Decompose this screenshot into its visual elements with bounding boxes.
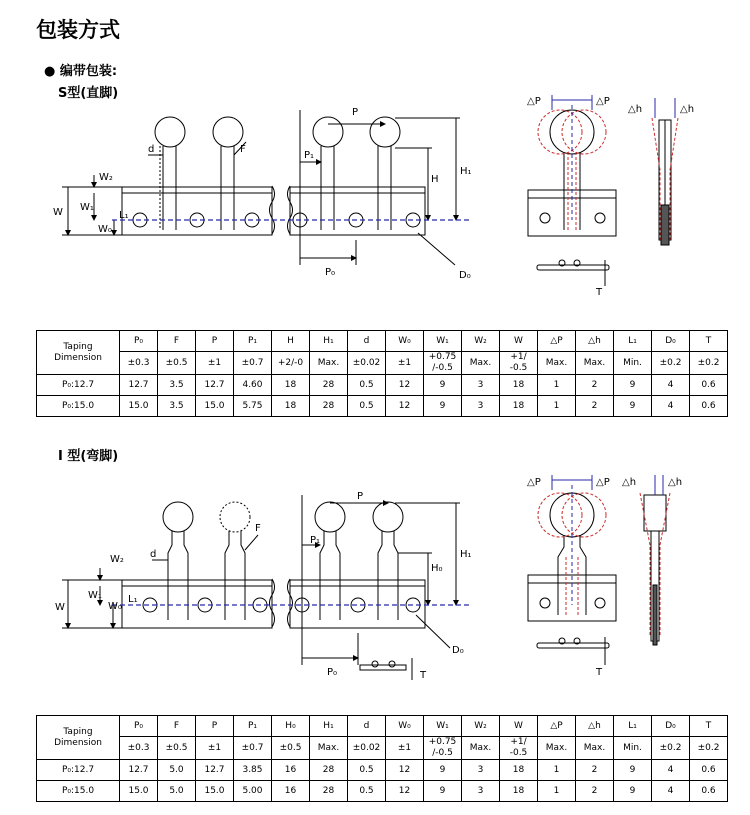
s-cell: 28 (310, 375, 348, 396)
i-tol: Max. (576, 737, 614, 760)
s-cell: 0.5 (348, 375, 386, 396)
i-tol: ±1 (196, 737, 234, 760)
s-label-h: H (431, 174, 439, 185)
s-label-w2: W₂ (99, 172, 113, 183)
s-cell: 12 (386, 375, 424, 396)
i-col: H₀ (272, 716, 310, 737)
s-tol: +1/ -0.5 (500, 352, 538, 375)
s-tol: Max. (538, 352, 576, 375)
s-cell: 3.5 (158, 396, 196, 417)
i-cell: 0.6 (690, 760, 728, 781)
s-col: W (500, 331, 538, 352)
s-cell: 12 (386, 396, 424, 417)
s-label-l1: L₁ (119, 210, 129, 221)
i-cell: 0.5 (348, 760, 386, 781)
s-table-header-cell (37, 331, 120, 375)
i-col: W₁ (424, 716, 462, 737)
i-cell: 5.0 (158, 760, 196, 781)
s-cell: 18 (500, 396, 538, 417)
i-cell: 5.0 (158, 781, 196, 802)
i-cell: 3 (462, 781, 500, 802)
s-label-p1: P₁ (304, 150, 315, 161)
s-col: H (272, 331, 310, 352)
i-cell: 16 (272, 760, 310, 781)
i-cell: 18 (500, 781, 538, 802)
packing-label: 编带包装: (59, 64, 118, 79)
i-row-label: P₀:12.7 (37, 760, 120, 781)
i-table-header-cell (37, 716, 120, 760)
i-label-d: d (150, 549, 157, 560)
i-tol: ±0.3 (120, 737, 158, 760)
i-col: P₀ (120, 716, 158, 737)
s-col: D₀ (652, 331, 690, 352)
s-type-label: S型(直脚) (58, 86, 119, 101)
i-type-table (36, 715, 728, 802)
s-cell: 0.6 (690, 375, 728, 396)
i-cell: 12.7 (120, 760, 158, 781)
packing-heading (44, 60, 117, 79)
i-tol: ±0.2 (690, 737, 728, 760)
s-cell: 15.0 (196, 396, 234, 417)
i-label-h1: H₁ (460, 549, 472, 560)
i-cell: 3 (462, 760, 500, 781)
i-tol: ±0.5 (272, 737, 310, 760)
i-tol: ±0.2 (652, 737, 690, 760)
i-cell: 15.0 (196, 781, 234, 802)
i-cell: 0.5 (348, 781, 386, 802)
s-col: △h (576, 331, 614, 352)
s-col: P (196, 331, 234, 352)
s-label-p: P (352, 107, 359, 118)
s-row-label: P₀:12.7 (37, 375, 120, 396)
i-tol: ±0.5 (158, 737, 196, 760)
s-col: T (690, 331, 728, 352)
i-cell: 18 (500, 760, 538, 781)
i-label-d0: D₀ (452, 645, 464, 656)
s-type-diagram (0, 90, 750, 298)
s-cell: 9 (614, 375, 652, 396)
s-cell: 18 (272, 375, 310, 396)
i-col: P (196, 716, 234, 737)
i-label-w1: W₁ (88, 590, 102, 601)
s-col: d (348, 331, 386, 352)
i-col: △h (576, 716, 614, 737)
i-tol: +1/ -0.5 (500, 737, 538, 760)
s-tol: +2/-0 (272, 352, 310, 375)
s-cell: 4.60 (234, 375, 272, 396)
i-cell: 5.00 (234, 781, 272, 802)
s-tol: ±0.02 (348, 352, 386, 375)
i-tol: ±0.7 (234, 737, 272, 760)
s-tol: ±0.5 (158, 352, 196, 375)
i-row-label: P₀:15.0 (37, 781, 120, 802)
i-table-header2: Dimension (54, 737, 102, 748)
s-col: F (158, 331, 196, 352)
s-cell: 0.6 (690, 396, 728, 417)
s-label-dh-left: △h (628, 104, 643, 115)
s-cell: 1 (538, 396, 576, 417)
i-col: W₀ (386, 716, 424, 737)
i-cell: 9 (424, 781, 462, 802)
i-label-dp-right: △P (596, 477, 610, 488)
i-col: L₁ (614, 716, 652, 737)
i-cell: 4 (652, 781, 690, 802)
i-cell: 9 (424, 760, 462, 781)
s-label-w0: W₀ (98, 224, 112, 235)
i-cell: 12 (386, 781, 424, 802)
i-cell: 28 (310, 781, 348, 802)
i-label-dh-left: △h (622, 477, 637, 488)
s-cell: 1 (538, 375, 576, 396)
i-col: △P (538, 716, 576, 737)
s-label-f: F (240, 144, 246, 155)
i-cell: 28 (310, 760, 348, 781)
i-cell: 12 (386, 760, 424, 781)
i-col: T (690, 716, 728, 737)
i-tol: ±1 (386, 737, 424, 760)
s-label-dp-left: △P (527, 96, 541, 107)
i-cell: 1 (538, 781, 576, 802)
i-table-header: Taping (63, 726, 93, 737)
i-cell: 1 (538, 760, 576, 781)
s-label-p0: P₀ (325, 267, 336, 278)
i-label-w0: W₀ (108, 601, 122, 612)
s-cell: 5.75 (234, 396, 272, 417)
s-tol: ±1 (386, 352, 424, 375)
s-table-header: Taping (63, 341, 93, 352)
s-cell: 18 (272, 396, 310, 417)
s-label-h1: H₁ (460, 166, 472, 177)
s-col: W₂ (462, 331, 500, 352)
s-label-w1: W₁ (80, 202, 94, 213)
s-tol: Max. (462, 352, 500, 375)
i-cell: 3.85 (234, 760, 272, 781)
s-tol: ±1 (196, 352, 234, 375)
s-label-d: d (148, 144, 155, 155)
i-tol: +0.75 /-0.5 (424, 737, 462, 760)
page-title: 包装方式 (36, 18, 120, 42)
s-label-dp-right: △P (596, 96, 610, 107)
i-type-label: I 型(弯脚) (58, 449, 119, 464)
s-col: △P (538, 331, 576, 352)
s-col: H₁ (310, 331, 348, 352)
i-cell: 4 (652, 760, 690, 781)
i-tol: Max. (462, 737, 500, 760)
s-cell: 2 (576, 396, 614, 417)
i-cell: 0.6 (690, 781, 728, 802)
i-label-dh-right: △h (668, 477, 683, 488)
i-label-h0: H₀ (431, 563, 443, 574)
s-col: P₁ (234, 331, 272, 352)
s-row-label: P₀:15.0 (37, 396, 120, 417)
i-col: d (348, 716, 386, 737)
s-type-table (36, 330, 728, 417)
i-tol: Max. (538, 737, 576, 760)
s-cell: 12.7 (120, 375, 158, 396)
i-tol: Min. (614, 737, 652, 760)
i-col: D₀ (652, 716, 690, 737)
s-tol: Max. (576, 352, 614, 375)
s-cell: 15.0 (120, 396, 158, 417)
s-cell: 9 (424, 375, 462, 396)
s-col: L₁ (614, 331, 652, 352)
i-label-f: F (255, 523, 261, 534)
i-col: H₁ (310, 716, 348, 737)
s-cell: 3.5 (158, 375, 196, 396)
s-col: P₀ (120, 331, 158, 352)
i-label-t: T (420, 670, 427, 681)
s-cell: 3 (462, 396, 500, 417)
s-cell: 0.5 (348, 396, 386, 417)
i-label-w: W (55, 602, 65, 613)
i-cell: 15.0 (120, 781, 158, 802)
i-col: P₁ (234, 716, 272, 737)
bullet-icon: ● (44, 64, 56, 79)
s-tol: ±0.7 (234, 352, 272, 375)
s-cell: 3 (462, 375, 500, 396)
s-cell: 9 (614, 396, 652, 417)
s-label-d0: D₀ (459, 270, 471, 281)
s-tol: Min. (614, 352, 652, 375)
s-cell: 18 (500, 375, 538, 396)
s-cell: 4 (652, 396, 690, 417)
s-cell: 9 (424, 396, 462, 417)
i-label-p: P (357, 491, 364, 502)
i-tol: ±0.02 (348, 737, 386, 760)
i-label-p1: P₁ (310, 535, 321, 546)
i-label-dp-left: △P (527, 477, 541, 488)
s-tol: ±0.3 (120, 352, 158, 375)
s-label-w: W (53, 207, 63, 218)
i-type-diagram (0, 465, 750, 690)
s-cell: 28 (310, 396, 348, 417)
i-label-t-side: T (596, 667, 603, 678)
s-cell: 12.7 (196, 375, 234, 396)
s-label-dh-right: △h (680, 104, 695, 115)
i-cell: 16 (272, 781, 310, 802)
i-label-p0: P₀ (327, 667, 338, 678)
i-col: W₂ (462, 716, 500, 737)
s-cell: 2 (576, 375, 614, 396)
s-label-t: T (596, 287, 603, 298)
s-col: W₀ (386, 331, 424, 352)
s-tol: Max. (310, 352, 348, 375)
s-col: W₁ (424, 331, 462, 352)
s-tol: ±0.2 (690, 352, 728, 375)
i-cell: 9 (614, 760, 652, 781)
i-cell: 2 (576, 760, 614, 781)
s-cell: 4 (652, 375, 690, 396)
i-label-l1: L₁ (128, 594, 138, 605)
s-tol: ±0.2 (652, 352, 690, 375)
s-tol: +0.75 /-0.5 (424, 352, 462, 375)
i-cell: 12.7 (196, 760, 234, 781)
i-cell: 2 (576, 781, 614, 802)
i-cell: 9 (614, 781, 652, 802)
i-tol: Max. (310, 737, 348, 760)
s-table-header2: Dimension (54, 352, 102, 363)
i-col: W (500, 716, 538, 737)
i-col: F (158, 716, 196, 737)
i-label-w2: W₂ (110, 554, 124, 565)
